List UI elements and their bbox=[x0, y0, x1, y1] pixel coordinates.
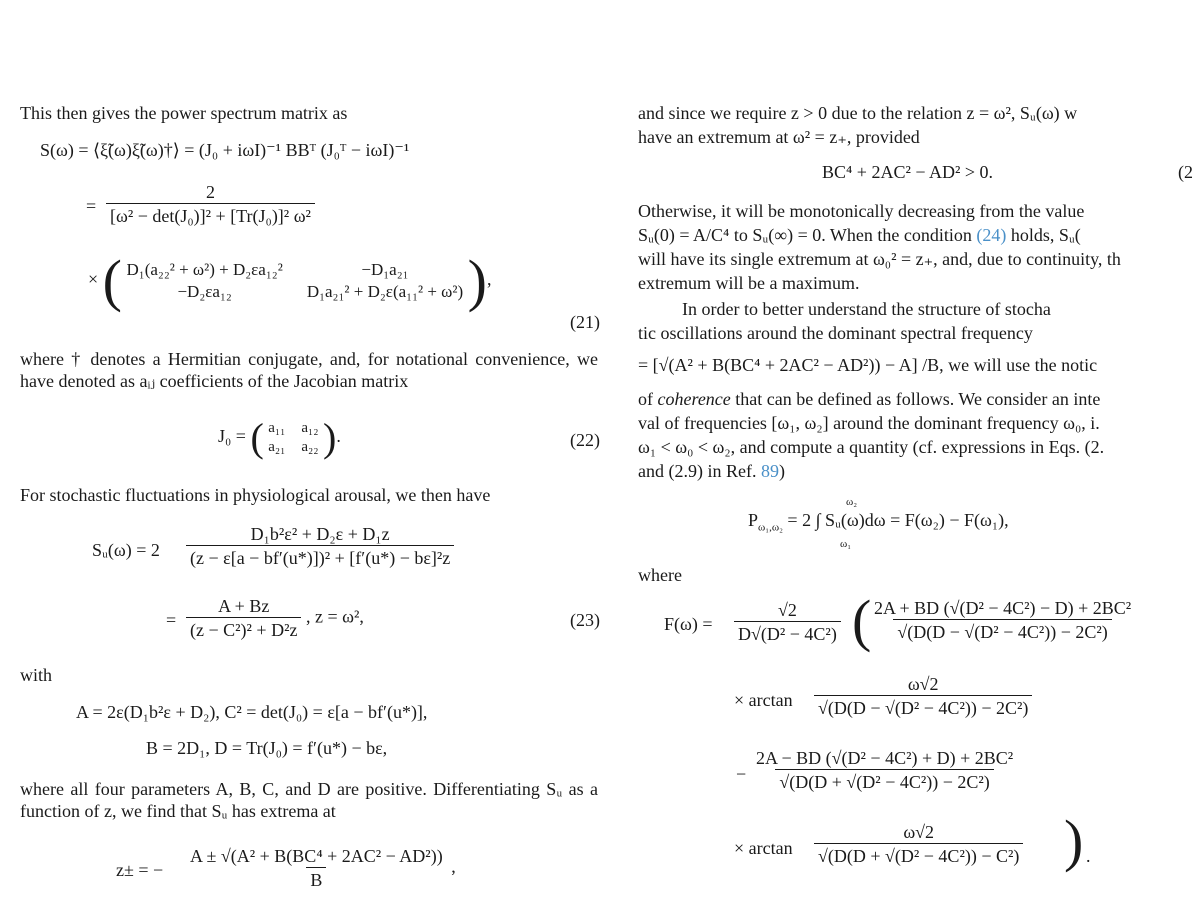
ref-close: ) bbox=[778, 461, 785, 481]
eq23-den1: (z − ε[a − bf′(u*)])² + [f′(u*) − bε]²z bbox=[186, 545, 454, 569]
ref-text: and (2.9) in Ref. bbox=[638, 461, 761, 481]
eq21-frac-den: [ω² − det(J₀)]² + [Tr(J₀)]² ω² bbox=[106, 203, 315, 227]
para3-of: of bbox=[638, 389, 658, 409]
hermitian-paragraph: where † denotes a Hermitian conjugate, and, for notational convenience, we have denoted as aᵢⱼ coefficients of the Jacobian matrix bbox=[20, 349, 598, 391]
F-open-paren: ( bbox=[852, 588, 872, 653]
eq24-comma: , bbox=[451, 856, 456, 877]
eq24-den: B bbox=[306, 867, 326, 891]
jacobian-a12: a₁₂ bbox=[301, 420, 319, 436]
para3-rest: that can be defined as follows. We consider an inte bbox=[730, 389, 1101, 409]
with-label: with bbox=[20, 665, 53, 685]
eq21-fraction bbox=[106, 182, 315, 227]
eq23-fraction-2 bbox=[186, 596, 364, 641]
eq24-lhs: z± = − bbox=[116, 860, 164, 880]
F-end: . bbox=[1086, 846, 1091, 866]
eq21-matrix: × ( D₁(a₂₂² + ω²) + D₂εa₁₂² −D₁a₂₁ −D₂εa₁₂ D₁a₂₁² + D₂ε(a₁₁² + ω²) ), bbox=[88, 248, 492, 313]
matrix-cell-21: −D₂εa₁₂ bbox=[177, 282, 232, 301]
inequality-number: (2 bbox=[1178, 162, 1193, 182]
F-pre-num: √2 bbox=[777, 600, 797, 620]
jacobian-a22: a₂₂ bbox=[301, 439, 319, 455]
F-arctan1-label: × arctan bbox=[734, 690, 793, 710]
eq21-times: × bbox=[88, 269, 99, 290]
p-symbol: P bbox=[748, 510, 759, 530]
right-para2-line1: Otherwise, it will be monotonically decreasing from the value bbox=[638, 201, 1085, 221]
right-para2-line4: extremum will be a maximum. bbox=[638, 273, 860, 293]
p-rest: = 2 ∫ Sᵤ(ω)dω = F(ω₂) − F(ω₁), bbox=[782, 510, 1009, 530]
matrix-cell-11: D₁(a₂₂² + ω²) + D₂εa₁₂² bbox=[126, 260, 283, 279]
para2-text-end: holds, Sᵤ( bbox=[1006, 225, 1081, 245]
intro-text: This then gives the power spectrum matrix as bbox=[20, 103, 348, 123]
eq24-num: A ± √(A² + B(BC⁴ + 2AC² − AD²)) bbox=[190, 846, 443, 866]
eq23-num1: D₁b²ε² + D₂ε + D₁z bbox=[250, 524, 390, 544]
right-para3-line4 bbox=[638, 388, 1100, 410]
ref-89-link[interactable]: 89 bbox=[760, 461, 779, 481]
left-column bbox=[20, 0, 600, 900]
eq21-frac-num: 2 bbox=[205, 182, 215, 202]
definitions-line2: B = 2D₁, D = Tr(J₀) = f′(u*) − bε, bbox=[146, 738, 388, 758]
F-at1-den: √(D(D − √(D² − 4C²)) − 2C²) bbox=[814, 695, 1032, 719]
eq22: J₀ = ( a₁₁ a₁₂ a₂₁ a₂₂ ). bbox=[218, 415, 341, 460]
right-column bbox=[638, 0, 1200, 900]
F-t1-den: √(D(D − √(D² − 4C²)) − 2C²) bbox=[893, 619, 1111, 643]
inequality: BC⁴ + 2AC² − AD² > 0. bbox=[822, 162, 994, 182]
para2-text: Sᵤ(0) = A/C⁴ to Sᵤ(∞) = 0. When the condition bbox=[638, 225, 977, 245]
where-label: where bbox=[638, 565, 682, 585]
F-prefactor bbox=[734, 600, 841, 645]
matrix-cell-22: D₁a₂₁² + D₂ε(a₁₁² + ω²) bbox=[306, 282, 464, 301]
F-term1 bbox=[870, 598, 1135, 643]
F-t2-den: √(D(D + √(D² − 4C²)) − 2C²) bbox=[775, 769, 993, 793]
F-term2 bbox=[752, 748, 1017, 793]
eq23-number: (23) bbox=[570, 610, 600, 630]
right-para3-line6: ω₁ < ω₀ < ω₂, and compute a quantity (cf. expressions in Eqs. (2. bbox=[638, 437, 1105, 457]
F-minus: − bbox=[736, 764, 747, 784]
jacobian-a21: a₂₁ bbox=[268, 439, 286, 455]
eq21-matrix-body bbox=[126, 260, 463, 302]
eq24-fraction bbox=[186, 846, 456, 891]
F-arctan2-label: × arctan bbox=[734, 838, 793, 858]
coherence-term: coherence bbox=[657, 389, 731, 409]
F-t1-num: 2A + BD (√(D² − 4C²) − D) + 2BC² bbox=[874, 598, 1132, 618]
eq23-lhs: Sᵤ(ω) = 2 bbox=[92, 540, 160, 560]
stochastic-paragraph: For stochastic fluctuations in physiological arousal, we then have bbox=[20, 485, 491, 505]
right-para2-line3: will have its single extremum at ω₀² = z₊, and, due to continuity, th bbox=[638, 249, 1121, 269]
F-lhs: F(ω) = bbox=[664, 614, 713, 634]
right-para3-line3: = [√(A² + B(BC⁴ + 2AC² − AD²)) − A] /B, we will use the notic bbox=[638, 355, 1098, 375]
integral-lower: ω₁ bbox=[840, 538, 852, 550]
coherence-equation bbox=[748, 510, 1009, 534]
F-at2-den: √(D(D + √(D² − 4C²)) − C²) bbox=[814, 843, 1023, 867]
p-subscript: ω₁,ω₂ bbox=[758, 521, 783, 534]
eq23-fraction-1 bbox=[186, 524, 454, 569]
eq23-num2: A + Bz bbox=[218, 596, 270, 616]
jacobian-matrix bbox=[268, 420, 318, 456]
integral-upper: ω₂ bbox=[846, 496, 858, 508]
eq23-equals: = bbox=[166, 610, 177, 630]
eq21-line1: S(ω) = ⟨ξ̃(ω)ξ̃(ω)†⟩ = (J₀ + iωI)⁻¹ BBᵀ (J₀ᵀ − iωI)⁻¹ bbox=[40, 140, 410, 160]
matrix-cell-12: −D₁a₂₁ bbox=[361, 260, 409, 279]
right-para1-line1: and since we require z > 0 due to the relation z = ω², Sᵤ(ω) w bbox=[638, 103, 1078, 123]
definitions-line1: A = 2ε(D₁b²ε + D₂), C² = det(J₀) = ε[a − bf′(u*)], bbox=[76, 702, 428, 722]
eq24-link[interactable]: (24) bbox=[976, 225, 1007, 245]
right-para3-line2: tic oscillations around the dominant spectral frequency bbox=[638, 323, 1033, 343]
right-para3-line7 bbox=[638, 460, 785, 482]
right-para3-line5: val of frequencies [ω₁, ω₂] around the dominant frequency ω₀, i. bbox=[638, 413, 1100, 433]
parameters-paragraph: where all four parameters A, B, C, and D are positive. Differentiating Sᵤ as a function of z, we find that Sᵤ has extrema at bbox=[20, 779, 598, 821]
right-para3-line1: In order to better understand the structure of stocha bbox=[682, 299, 1051, 319]
F-at1-num: ω√2 bbox=[907, 674, 939, 694]
eq22-number: (22) bbox=[570, 430, 600, 450]
eq23-rest: , z = ω², bbox=[305, 606, 364, 627]
eq22-lhs: J₀ = bbox=[218, 426, 246, 447]
right-para2-line2 bbox=[638, 224, 1081, 246]
F-arctan2-frac bbox=[814, 822, 1023, 867]
F-close-paren: ) bbox=[1064, 808, 1084, 873]
F-arctan1-frac bbox=[814, 674, 1032, 719]
eq23-den2: (z − C²)² + D²z bbox=[186, 617, 301, 641]
right-para1-line2: have an extremum at ω² = z₊, provided bbox=[638, 127, 920, 147]
F-pre-den: D√(D² − 4C²) bbox=[734, 621, 841, 645]
F-at2-num: ω√2 bbox=[903, 822, 935, 842]
jacobian-a11: a₁₁ bbox=[268, 420, 286, 436]
F-t2-num: 2A − BD (√(D² − 4C²) + D) + 2BC² bbox=[756, 748, 1014, 768]
eq21-number: (21) bbox=[570, 312, 600, 332]
eq21-equals: = bbox=[86, 196, 97, 216]
